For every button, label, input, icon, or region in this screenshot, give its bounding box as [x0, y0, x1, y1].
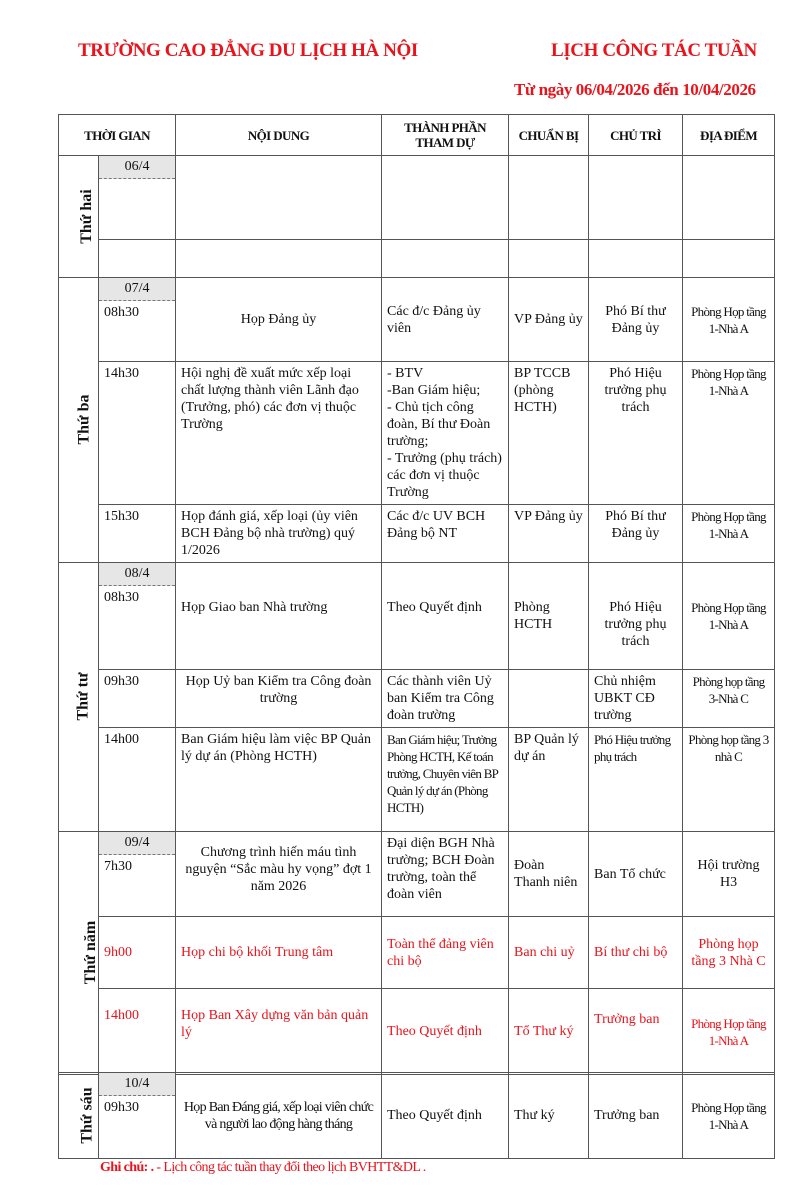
- event-prepare: VP Đảng ủy: [509, 278, 589, 362]
- event-attendees: Theo Quyết định: [382, 1073, 509, 1159]
- event-chair: Trưởng ban: [589, 1073, 683, 1159]
- col-header-attendees: THÀNH PHẦN THAM DỰ: [382, 115, 509, 156]
- event-chair: Phó Hiệu trưởng phụ trách: [589, 728, 683, 832]
- table-row: [59, 563, 775, 670]
- event-attendees: Đại diện BGH Nhà trường; BCH Đoàn trường, toàn thể đoàn viên: [382, 832, 509, 917]
- event-prepare: Phòng HCTH: [509, 563, 589, 670]
- event-content: Ban Giám hiệu làm việc BP Quản lý dự án (Phòng HCTH): [176, 728, 382, 832]
- event-prepare: Tổ Thư ký: [509, 989, 589, 1075]
- table-row: [59, 362, 775, 505]
- date-range: Từ ngày 06/04/2026 đến 10/04/2026: [514, 80, 756, 99]
- table-row: [59, 278, 775, 362]
- day-label: Thứ tư: [59, 563, 99, 832]
- event-content: Họp Đảng ủy: [176, 278, 382, 362]
- col-header-location: ĐỊA ĐIỂM: [683, 115, 775, 156]
- time-cell: [99, 156, 176, 240]
- footnote-text: - Lịch công tác tuần thay đổi theo lịch BVHTT&DL .: [153, 1160, 426, 1175]
- event-attendees: Các đ/c Đảng ủy viên: [382, 278, 509, 362]
- event-time: 08h30: [104, 590, 139, 605]
- table-row: [59, 832, 775, 917]
- event-location: Phòng họp tầng 3 nhà C: [683, 728, 775, 832]
- event-chair: Phó Bí thư Đảng ủy: [589, 278, 683, 362]
- schedule-title: LỊCH CÔNG TÁC TUẦN: [551, 40, 757, 61]
- event-time: 7h30: [104, 859, 132, 874]
- event-content: Hội nghị đề xuất mức xếp loại chất lượng thành viên Lãnh đạo (Trưởng, phó) các đơn vị thuộc Trường: [176, 362, 382, 505]
- event-chair: Phó Hiệu trưởng phụ trách: [589, 563, 683, 670]
- table-row: [59, 156, 775, 240]
- event-location: Hội trường H3: [683, 832, 775, 917]
- event-attendees: - BTV -Ban Giám hiệu; - Chủ tịch công đoàn, Bí thư Đoàn trường; - Trưởng (phụ trách) các đơn vị thuộc Trường: [382, 362, 509, 505]
- event-chair: Phó Bí thư Đảng ủy: [589, 505, 683, 563]
- event-content: Họp Uỷ ban Kiểm tra Công đoàn trường: [176, 670, 382, 728]
- event-time: 09h30: [104, 1100, 139, 1115]
- event-content: Họp Giao ban Nhà trường: [176, 563, 382, 670]
- col-header-chair: CHỦ TRÌ: [589, 115, 683, 156]
- footnote-label: Ghi chú: .: [100, 1160, 154, 1175]
- schedule-table: [58, 114, 775, 1075]
- school-name: TRƯỜNG CAO ĐẲNG DU LỊCH HÀ NỘI: [78, 40, 418, 61]
- event-time: 15h30: [99, 505, 176, 563]
- event-location: Phòng Họp tầng 1-Nhà A: [683, 278, 775, 362]
- event-attendees: Theo Quyết định: [382, 989, 509, 1075]
- event-location: Phòng Họp tầng 1-Nhà A: [683, 1073, 775, 1159]
- event-time: 14h00: [99, 728, 176, 832]
- date-label: 06/4: [99, 156, 175, 179]
- event-prepare: BP TCCB (phòng HCTH): [509, 362, 589, 505]
- event-prepare: Ban chi uỷ: [509, 917, 589, 989]
- date-label: 08/4: [99, 563, 175, 586]
- table-row: [59, 240, 775, 278]
- event-prepare: VP Đảng ủy: [509, 505, 589, 563]
- event-time: 09h30: [99, 670, 176, 728]
- event-prepare: BP Quản lý dự án: [509, 728, 589, 832]
- event-content: Họp Ban Đáng giá, xếp loại viên chức và người lao động hàng tháng: [176, 1073, 382, 1159]
- event-location: Phòng họp tầng 3 Nhà C: [683, 917, 775, 989]
- event-chair: Trưởng ban: [589, 989, 683, 1075]
- footnote: [100, 1160, 426, 1176]
- event-location: Phòng Họp tầng 1-Nhà A: [683, 362, 775, 505]
- time-cell: [99, 278, 176, 362]
- event-location: Phòng Họp tầng 1-Nhà A: [683, 989, 775, 1075]
- date-label: 07/4: [99, 278, 175, 301]
- event-content: Họp chi bộ khối Trung tâm: [176, 917, 382, 989]
- table-row: [59, 670, 775, 728]
- table-header-row: [59, 115, 775, 156]
- event-content: Chương trình hiến máu tình nguyện “Sắc màu hy vọng” đợt 1 năm 2026: [176, 832, 382, 917]
- event-attendees: Các thành viên Uỷ ban Kiểm tra Công đoàn trường: [382, 670, 509, 728]
- day-label: Thứ hai: [59, 156, 99, 278]
- event-location: Phòng Họp tầng 1-Nhà A: [683, 563, 775, 670]
- event-content: Họp đánh giá, xếp loại (ủy viên BCH Đảng bộ nhà trường) quý 1/2026: [176, 505, 382, 563]
- event-prepare: [509, 670, 589, 728]
- date-label: 09/4: [99, 832, 175, 855]
- event-time: 9h00: [99, 917, 176, 989]
- col-header-content: NỘI DUNG: [176, 115, 382, 156]
- event-prepare: Thư ký: [509, 1073, 589, 1159]
- time-cell: [99, 1073, 176, 1159]
- event-attendees: Theo Quyết định: [382, 563, 509, 670]
- col-header-prepare: CHUẨN BỊ: [509, 115, 589, 156]
- day-label: Thứ ba: [59, 278, 99, 563]
- table-row: [59, 989, 775, 1075]
- event-time: 08h30: [104, 305, 139, 320]
- table-row: [59, 728, 775, 832]
- table-row: [59, 917, 775, 989]
- date-label: 10/4: [99, 1073, 175, 1096]
- event-chair: Ban Tổ chức: [589, 832, 683, 917]
- event-attendees: Toàn thể đảng viên chi bộ: [382, 917, 509, 989]
- friday-table: [58, 1072, 775, 1159]
- table-row: [59, 505, 775, 563]
- event-chair: Chủ nhiệm UBKT CĐ trường: [589, 670, 683, 728]
- event-time: 14h30: [99, 362, 176, 505]
- event-prepare: Đoàn Thanh niên: [509, 832, 589, 917]
- event-location: Phòng họp tầng 3-Nhà C: [683, 670, 775, 728]
- event-location: Phòng Họp tầng 1-Nhà A: [683, 505, 775, 563]
- time-cell: [99, 832, 176, 917]
- event-time: 14h00: [99, 989, 176, 1075]
- time-cell: [99, 563, 176, 670]
- day-label: Thứ sáu: [59, 1073, 99, 1159]
- event-chair: Bí thư chi bộ: [589, 917, 683, 989]
- event-attendees: Ban Giám hiệu; Trưởng Phòng HCTH, Kế toán trưởng, Chuyên viên BP Quản lý dự án (Phòng HCTH): [382, 728, 509, 832]
- day-label: Thứ năm: [59, 832, 99, 1075]
- event-content: Họp Ban Xây dựng văn bản quản lý: [176, 989, 382, 1075]
- event-chair: Phó Hiệu trưởng phụ trách: [589, 362, 683, 505]
- event-attendees: Các đ/c UV BCH Đảng bộ NT: [382, 505, 509, 563]
- table-row: [59, 1073, 775, 1159]
- col-header-time: THỜI GIAN: [59, 115, 176, 156]
